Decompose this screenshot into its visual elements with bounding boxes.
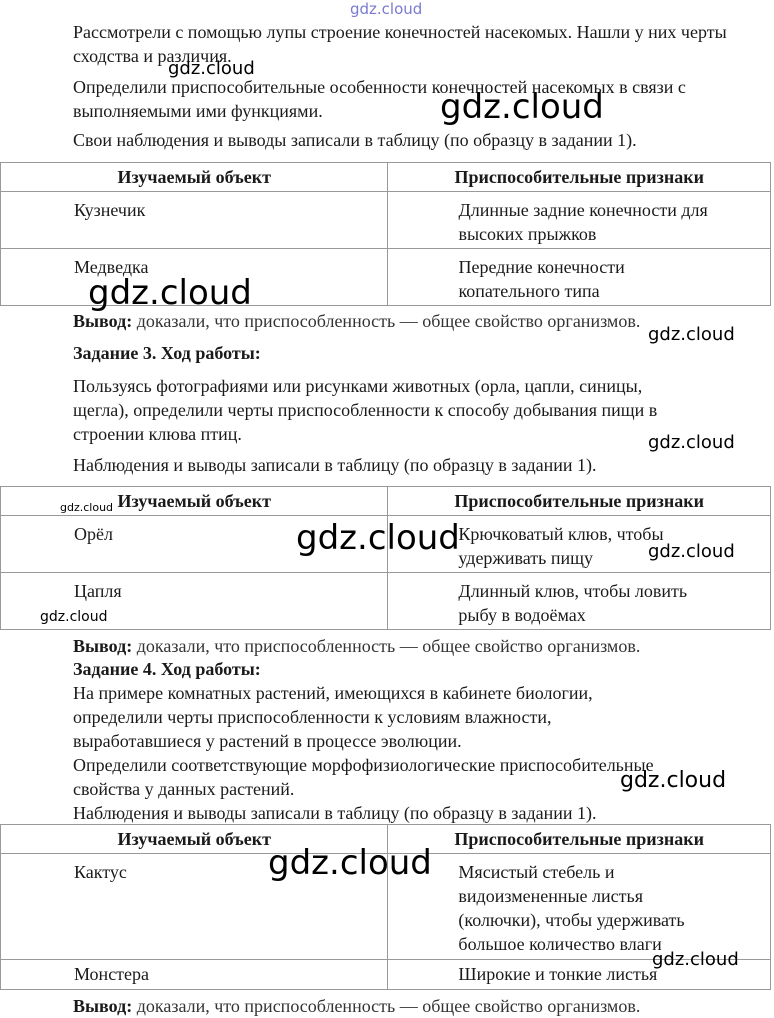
table-header-traits: Приспособительные признаки <box>388 163 771 192</box>
cell-line: удерживать пищу <box>458 548 593 568</box>
conclusion <box>73 634 640 658</box>
task4-line: На примере комнатных растений, имеющихся в кабинете биологии, <box>73 683 593 703</box>
cell-line: Передние конечности <box>458 257 625 277</box>
table-cell: Кактус <box>1 854 388 960</box>
watermark: gdz.cloud <box>652 949 739 970</box>
table-header-traits: Приспособительные признаки <box>388 487 771 516</box>
table-cell: Широкие и тонкие листья <box>388 960 771 990</box>
conclusion-text: доказали, что приспособленность — общее свойство организмов. <box>132 311 641 331</box>
watermark: gdz.cloud <box>350 0 423 18</box>
conclusion-label: Вывод: <box>73 996 133 1016</box>
watermark: gdz.cloud <box>648 432 735 453</box>
conclusion-label: Вывод: <box>73 636 133 656</box>
watermark: gdz.cloud <box>648 324 735 345</box>
watermark: gdz.cloud <box>648 541 735 562</box>
task3-line: Пользуясь фотографиями или рисунками животных (орла, цапли, синицы, <box>73 376 643 396</box>
table-cell <box>388 854 771 960</box>
watermark: gdz.cloud <box>168 58 255 79</box>
task4-line: Определили соответствующие морфофизиологические приспособительные <box>73 755 654 775</box>
cell-line: Крючковатый клюв, чтобы <box>458 524 664 544</box>
watermark: gdz.cloud <box>620 768 727 793</box>
table-row <box>1 573 771 630</box>
table-cell <box>388 192 771 249</box>
table-cell: Орёл <box>1 516 388 573</box>
task4-line: Наблюдения и выводы записали в таблицу (по образцу в задании 1). <box>73 803 597 823</box>
intro-line: Рассмотрели с помощью лупы строение конечностей насекомых. Нашли у них черты <box>73 22 727 42</box>
watermark: gdz.cloud <box>60 501 114 514</box>
table-cell: Кузнечик <box>1 192 388 249</box>
conclusion <box>73 994 640 1018</box>
table-header-object: Изучаемый объект <box>1 825 388 854</box>
table-cell: Медведка <box>1 249 388 306</box>
intro-line: выполняемыми ими функциями. <box>73 101 323 121</box>
table-header-object: Изучаемый объект <box>1 163 388 192</box>
task3-line: Наблюдения и выводы записали в таблицу (по образцу в задании 1). <box>73 455 597 475</box>
intro-line: Определили приспособительные особенности конечностей насекомых в связи с <box>73 77 686 97</box>
conclusion-label: Вывод: <box>73 311 133 331</box>
cell-line: Мясистый стебель и <box>458 862 615 882</box>
task4-line: определили черты приспособленности к условиям влажности, <box>73 707 552 727</box>
cell-line: рыбу в водоёмах <box>458 605 586 625</box>
task3-title: Задание 3. Ход работы: <box>73 343 261 363</box>
conclusion-text: доказали, что приспособленность — общее свойство организмов. <box>132 636 641 656</box>
table-header-object: Изучаемый объект <box>1 487 388 516</box>
watermark: gdz.cloud <box>268 843 432 883</box>
cell-line: видоизмененные листья <box>458 886 644 906</box>
task3-line: строении клюва птиц. <box>73 424 242 444</box>
table-header-traits: Приспособительные признаки <box>388 825 771 854</box>
watermark: gdz.cloud <box>40 609 108 625</box>
cell-line: Длинный клюв, чтобы ловить <box>458 581 688 601</box>
cell-line: копательного типа <box>458 281 600 301</box>
cell-line: Длинные задние конечности для <box>458 200 708 220</box>
watermark: gdz.cloud <box>88 273 252 313</box>
table-cell: Цапля <box>1 573 388 630</box>
intro-line: Свои наблюдения и выводы записали в таблицу (по образцу в задании 1). <box>73 130 637 150</box>
table-cell <box>388 249 771 306</box>
table-cell <box>388 573 771 630</box>
intro-line: сходства и различия. <box>73 46 232 66</box>
task3-line: щегла), определили черты приспособленности к способу добывания пищи в <box>73 400 658 420</box>
cell-line: большое количество влаги <box>458 934 662 954</box>
watermark: gdz.cloud <box>296 518 460 558</box>
table-cell: Монстера <box>1 960 388 990</box>
cell-line: высоких прыжков <box>458 224 597 244</box>
conclusion-text: доказали, что приспособленность — общее свойство организмов. <box>132 996 641 1016</box>
task4-line: свойства у данных растений. <box>73 779 295 799</box>
watermark: gdz.cloud <box>440 87 604 127</box>
table-row <box>1 192 771 249</box>
cell-line: (колючки), чтобы удерживать <box>458 910 685 930</box>
task4-line: выработавшиеся у растений в процессе эволюции. <box>73 731 462 751</box>
task4-title: Задание 4. Ход работы: <box>73 659 261 679</box>
